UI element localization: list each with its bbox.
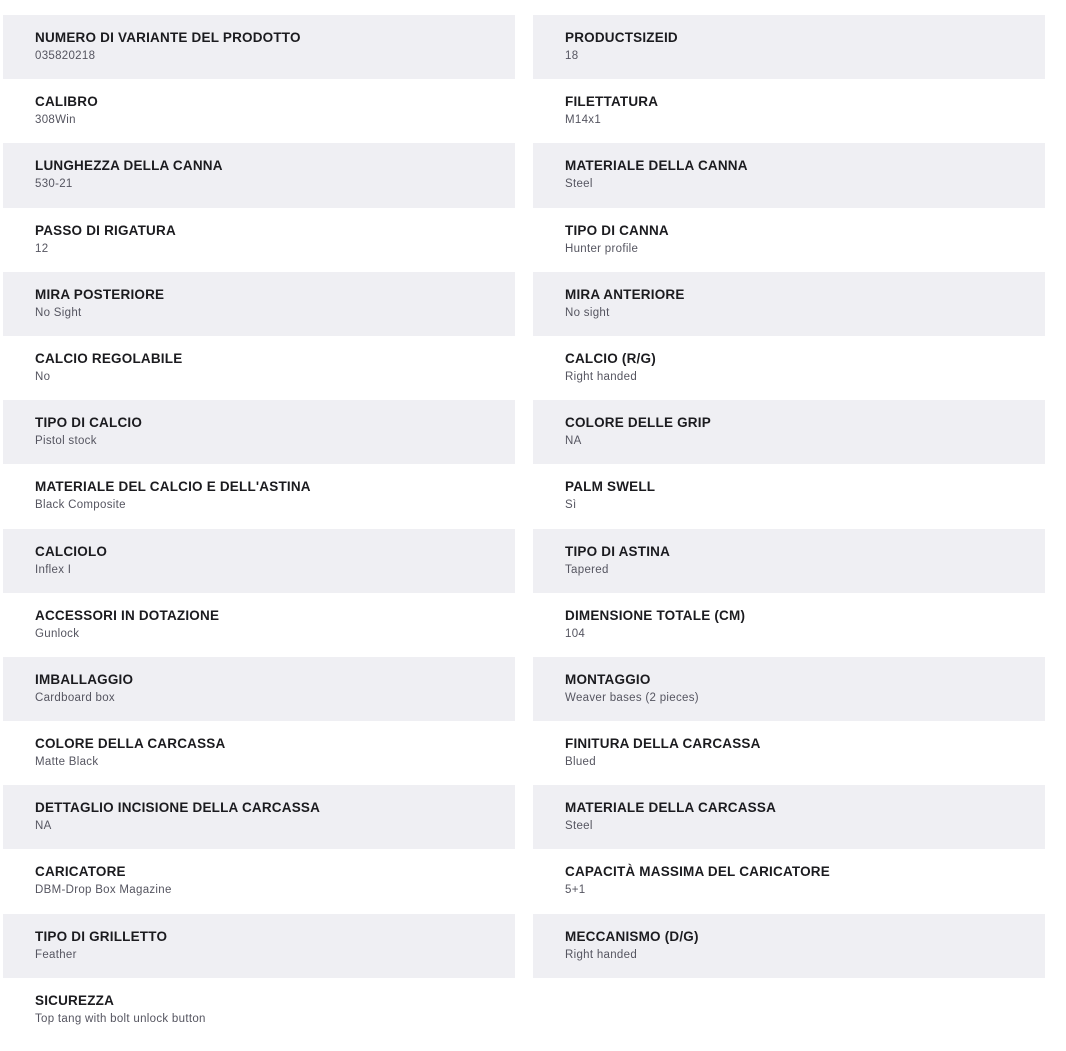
spec-label: LUNGHEZZA DELLA CANNA (35, 158, 223, 174)
spec-item (3, 208, 515, 272)
spec-item (533, 529, 1045, 593)
spec-item (533, 657, 1045, 721)
spec-item (3, 400, 515, 464)
spec-item (533, 785, 1045, 849)
spec-value: Steel (565, 820, 593, 833)
spec-value: Cardboard box (35, 691, 115, 704)
spec-value: No (35, 370, 51, 383)
spec-label: COLORE DELLE GRIP (565, 415, 711, 431)
spec-value: NA (565, 435, 582, 448)
spec-label: PALM SWELL (565, 479, 656, 495)
spec-item (3, 15, 515, 79)
spec-item (3, 849, 515, 913)
spec-label: DETTAGLIO INCISIONE DELLA CARCASSA (35, 800, 321, 816)
spec-item (533, 272, 1045, 336)
spec-item (3, 785, 515, 849)
spec-label: TIPO DI CALCIO (35, 415, 143, 431)
spec-value: Black Composite (35, 499, 126, 512)
spec-value: 308Win (35, 114, 76, 127)
spec-label: MATERIALE DELLA CANNA (565, 158, 748, 174)
spec-value: 530-21 (35, 178, 73, 191)
spec-label: MONTAGGIO (565, 671, 651, 687)
spec-value: NA (35, 820, 52, 833)
spec-label: TIPO DI ASTINA (565, 543, 671, 559)
spec-value: 12 (35, 242, 49, 255)
spec-item (533, 849, 1045, 913)
spec-label: SICUREZZA (35, 992, 115, 1008)
spec-label: MECCANISMO (D/G) (565, 928, 699, 944)
spec-label: IMBALLAGGIO (35, 671, 134, 687)
spec-item (533, 400, 1045, 464)
spec-value: Blued (565, 756, 596, 769)
spec-value: Tapered (565, 563, 609, 576)
spec-value: DBM-Drop Box Magazine (35, 884, 172, 897)
spec-label: NUMERO DI VARIANTE DEL PRODOTTO (35, 30, 301, 45)
spec-label: DIMENSIONE TOTALE (CM) (565, 607, 746, 623)
spec-item (533, 593, 1045, 657)
spec-label: PRODUCTSIZEID (565, 30, 678, 45)
spec-label: CAPACITÀ MASSIMA DEL CARICATORE (565, 864, 830, 880)
spec-item (533, 336, 1045, 400)
spec-label: ACCESSORI IN DOTAZIONE (35, 607, 220, 623)
spec-label: FINITURA DELLA CARCASSA (565, 736, 761, 752)
spec-value: No Sight (35, 306, 82, 319)
spec-value: 035820218 (35, 50, 96, 62)
spec-label: MATERIALE DELLA CARCASSA (565, 800, 777, 816)
spec-value: Inflex I (35, 563, 72, 576)
spec-label: CALCIOLO (35, 543, 108, 559)
spec-item (533, 15, 1045, 79)
spec-item (533, 143, 1045, 207)
spec-item (3, 336, 515, 400)
spec-label: CARICATORE (35, 864, 126, 880)
spec-value: Right handed (565, 948, 638, 961)
spec-label: COLORE DELLA CARCASSA (35, 736, 226, 752)
spec-item (533, 208, 1045, 272)
spec-value: Gunlock (35, 627, 80, 640)
spec-item (3, 657, 515, 721)
spec-item (533, 914, 1045, 978)
spec-label: TIPO DI CANNA (565, 222, 669, 238)
spec-label: CALCIO REGOLABILE (35, 350, 183, 366)
spec-item (3, 79, 515, 143)
spec-value: Right handed (565, 370, 638, 383)
spec-value: Top tang with bolt unlock button (35, 1012, 206, 1025)
spec-value: 18 (565, 50, 579, 62)
spec-value: 5+1 (565, 884, 586, 897)
spec-label: FILETTATURA (565, 94, 659, 110)
spec-value: Feather (35, 948, 77, 961)
spec-label: PASSO DI RIGATURA (35, 222, 176, 238)
spec-item (3, 721, 515, 785)
spec-item (533, 721, 1045, 785)
spec-label: CALIBRO (35, 94, 98, 110)
spec-value: Pistol stock (35, 435, 97, 448)
spec-label: TIPO DI GRILLETTO (35, 928, 168, 944)
spec-item (3, 978, 515, 1042)
spec-label: MIRA POSTERIORE (35, 286, 165, 302)
spec-item (3, 593, 515, 657)
spec-item (533, 464, 1045, 528)
spec-value: Weaver bases (2 pieces) (565, 691, 699, 704)
spec-item (3, 272, 515, 336)
spec-value: Hunter profile (565, 242, 639, 255)
spec-label: CALCIO (R/G) (565, 350, 656, 366)
spec-item (3, 914, 515, 978)
spec-label: MIRA ANTERIORE (565, 286, 685, 302)
spec-label: MATERIALE DEL CALCIO E DELL'ASTINA (35, 479, 311, 495)
spec-value: No sight (565, 306, 610, 319)
spec-item (533, 79, 1045, 143)
spec-value: Steel (565, 178, 593, 191)
spec-item (3, 143, 515, 207)
spec-value: Sì (565, 499, 577, 512)
spec-value: M14x1 (565, 114, 602, 127)
spec-item (3, 529, 515, 593)
spec-value: 104 (565, 627, 586, 640)
spec-item (3, 464, 515, 528)
spec-value: Matte Black (35, 756, 99, 769)
